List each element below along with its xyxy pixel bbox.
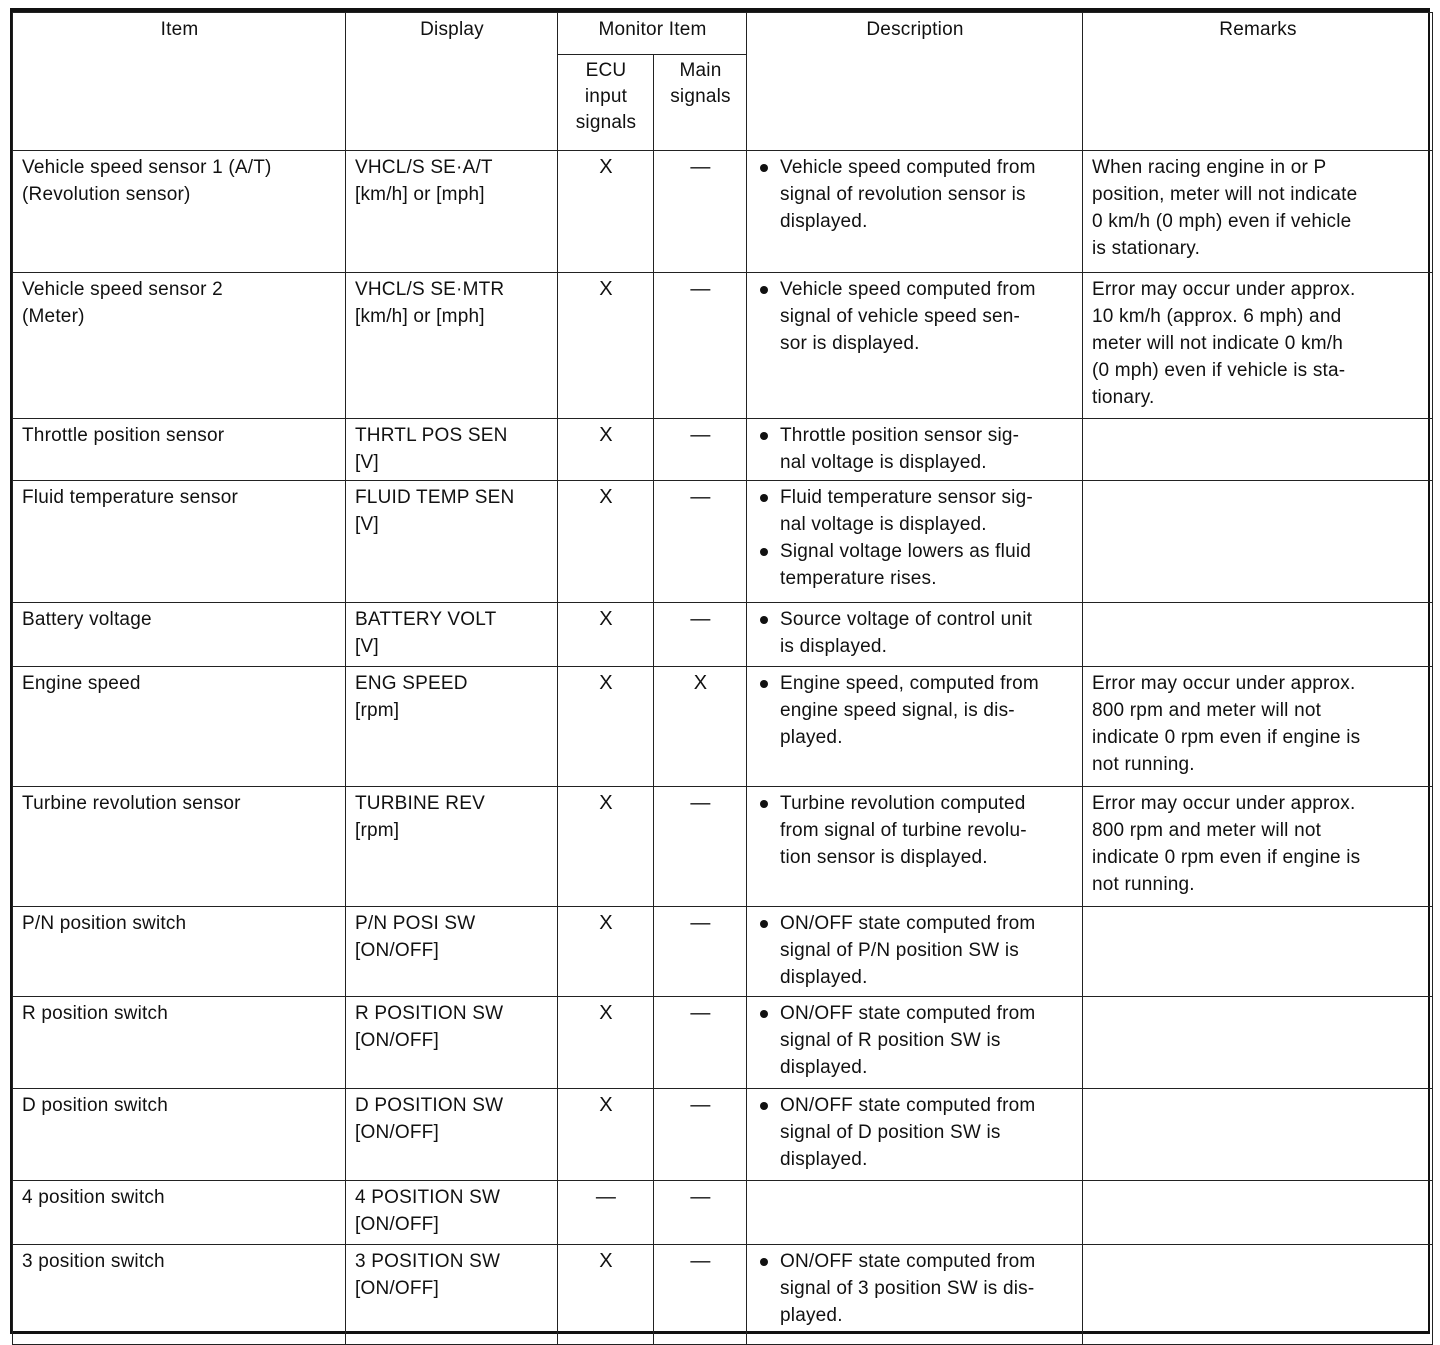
description-line: displayed. (780, 967, 868, 988)
description-line: Turbine revolution computed (780, 793, 1026, 814)
monitor-item-table-sheet (10, 8, 1430, 1334)
remarks-cell-line: Error may occur under approx. (1092, 279, 1356, 300)
ecu-input-signal-mark: X (558, 997, 654, 1089)
description-list (756, 1092, 1074, 1173)
description-bullet-item (756, 484, 1074, 538)
remarks-cell (1083, 907, 1433, 997)
table-row (13, 151, 1433, 273)
description-line: signal of 3 position SW is dis- (780, 1278, 1035, 1299)
description-line: displayed. (780, 211, 868, 232)
description-line: is displayed. (780, 636, 888, 657)
bullet-icon (760, 920, 768, 928)
bullet-icon (760, 432, 768, 440)
display-cell (346, 603, 558, 667)
bullet-icon (760, 1258, 768, 1266)
remarks-cell-line: 800 rpm and meter will not (1092, 700, 1322, 721)
item-cell (13, 1089, 346, 1181)
remarks-cell-line: 800 rpm and meter will not (1092, 820, 1322, 841)
table-row (13, 419, 1433, 481)
description-line: tion sensor is displayed. (780, 847, 988, 868)
remarks-cell-line: tionary. (1092, 387, 1155, 408)
table-body (13, 151, 1433, 1345)
remarks-cell (1083, 787, 1433, 907)
bullet-icon (760, 680, 768, 688)
header-remarks: Remarks (1083, 13, 1433, 151)
item-cell (13, 787, 346, 907)
display-cell (346, 1245, 558, 1345)
remarks-cell (1083, 997, 1433, 1089)
display-cell (346, 481, 558, 603)
description-bullet-item (756, 670, 1074, 751)
description-line: Vehicle speed computed from (780, 279, 1036, 300)
description-line: Throttle position sensor sig- (780, 425, 1020, 446)
main-signal-mark: — (654, 1089, 747, 1181)
display-cell-line: [ON/OFF] (355, 1214, 439, 1235)
display-cell-line: TURBINE REV (355, 793, 485, 814)
main-signal-mark: — (654, 787, 747, 907)
table-row (13, 481, 1433, 603)
remarks-cell (1083, 603, 1433, 667)
remarks-cell-line: Error may occur under approx. (1092, 673, 1356, 694)
display-cell-line: [km/h] or [mph] (355, 184, 485, 205)
display-cell-line: [rpm] (355, 700, 400, 721)
main-signal-mark: — (654, 419, 747, 481)
description-line: Vehicle speed computed from (780, 157, 1036, 178)
header-main-signals: Main signals (654, 55, 747, 151)
main-signal-mark: — (654, 1245, 747, 1345)
description-line: signal of vehicle speed sen- (780, 306, 1021, 327)
item-cell-line: (Meter) (22, 306, 85, 327)
description-list (756, 670, 1074, 751)
description-cell (747, 907, 1083, 997)
description-bullet-item (756, 1248, 1074, 1329)
table-row (13, 273, 1433, 419)
item-cell-line: R position switch (22, 1003, 168, 1024)
ecu-input-signal-mark: X (558, 419, 654, 481)
bullet-icon (760, 548, 768, 556)
description-line: signal of P/N position SW is (780, 940, 1019, 961)
description-line: signal of D position SW is (780, 1122, 1001, 1143)
description-list (756, 422, 1074, 476)
remarks-cell (1083, 1089, 1433, 1181)
display-cell-line: [ON/OFF] (355, 1278, 439, 1299)
description-list (756, 154, 1074, 235)
remarks-cell-line: 10 km/h (approx. 6 mph) and (1092, 306, 1342, 327)
bullet-icon (760, 1102, 768, 1110)
remarks-cell-line: not running. (1092, 874, 1195, 895)
item-cell-line: P/N position switch (22, 913, 187, 934)
display-cell (346, 1181, 558, 1245)
description-cell (747, 419, 1083, 481)
remarks-cell (1083, 419, 1433, 481)
description-list (756, 1248, 1074, 1329)
table-row (13, 787, 1433, 907)
display-cell-line: [km/h] or [mph] (355, 306, 485, 327)
remarks-cell-line: (0 mph) even if vehicle is sta- (1092, 360, 1346, 381)
item-cell-line: Engine speed (22, 673, 141, 694)
display-cell-line: [V] (355, 514, 379, 535)
bullet-icon (760, 286, 768, 294)
item-cell (13, 1245, 346, 1345)
description-list (756, 484, 1074, 592)
header-ecu-input-signals: ECU input signals (558, 55, 654, 151)
remarks-cell-line: not running. (1092, 754, 1195, 775)
remarks-cell (1083, 481, 1433, 603)
item-cell-line: Turbine revolution sensor (22, 793, 241, 814)
display-cell-line: 4 POSITION SW (355, 1187, 501, 1208)
header-description: Description (747, 13, 1083, 151)
description-line: ON/OFF state computed from (780, 1095, 1036, 1116)
display-cell-line: [V] (355, 452, 379, 473)
monitor-item-table (12, 12, 1433, 1345)
display-cell (346, 419, 558, 481)
description-bullet-item (756, 910, 1074, 991)
display-cell-line: VHCL/S SE·A/T (355, 157, 493, 178)
description-line: Fluid temperature sensor sig- (780, 487, 1033, 508)
main-signal-mark: — (654, 481, 747, 603)
description-cell (747, 273, 1083, 419)
description-bullet-item (756, 538, 1074, 592)
ecu-input-signal-mark: X (558, 603, 654, 667)
description-cell (747, 1245, 1083, 1345)
description-bullet-item (756, 276, 1074, 357)
description-cell (747, 667, 1083, 787)
ecu-input-signal-mark: — (558, 1181, 654, 1245)
remarks-cell-line: 0 km/h (0 mph) even if vehicle (1092, 211, 1352, 232)
description-cell (747, 603, 1083, 667)
main-signal-mark: — (654, 1181, 747, 1245)
display-cell (346, 151, 558, 273)
table-row (13, 907, 1433, 997)
ecu-input-signal-mark: X (558, 481, 654, 603)
description-bullet-item (756, 1092, 1074, 1173)
display-cell (346, 907, 558, 997)
item-cell-line: 4 position switch (22, 1187, 165, 1208)
main-signal-mark: X (654, 667, 747, 787)
display-cell-line: D POSITION SW (355, 1095, 504, 1116)
main-signal-mark: — (654, 151, 747, 273)
main-signal-mark: — (654, 603, 747, 667)
display-cell-line: 3 POSITION SW (355, 1251, 501, 1272)
table-row (13, 1245, 1433, 1345)
description-line: nal voltage is displayed. (780, 452, 987, 473)
description-line: from signal of turbine revolu- (780, 820, 1027, 841)
description-line: played. (780, 1305, 843, 1326)
description-line: displayed. (780, 1057, 868, 1078)
item-cell-line: 3 position switch (22, 1251, 165, 1272)
item-cell (13, 1181, 346, 1245)
item-cell (13, 667, 346, 787)
ecu-input-signal-mark: X (558, 787, 654, 907)
item-cell (13, 907, 346, 997)
description-cell (747, 787, 1083, 907)
remarks-cell-line: When racing engine in or P (1092, 157, 1327, 178)
description-list (756, 790, 1074, 871)
remarks-cell-line: is stationary. (1092, 238, 1201, 259)
description-line: nal voltage is displayed. (780, 514, 987, 535)
remarks-cell-line: indicate 0 rpm even if engine is (1092, 847, 1361, 868)
description-line: ON/OFF state computed from (780, 1003, 1036, 1024)
description-line: Source voltage of control unit (780, 609, 1033, 630)
description-line: Engine speed, computed from (780, 673, 1039, 694)
table-row (13, 667, 1433, 787)
remarks-cell (1083, 273, 1433, 419)
remarks-cell (1083, 151, 1433, 273)
description-line: sor is displayed. (780, 333, 920, 354)
display-cell-line: ENG SPEED (355, 673, 468, 694)
remarks-cell-line: indicate 0 rpm even if engine is (1092, 727, 1361, 748)
item-cell (13, 997, 346, 1089)
header-item: Item (13, 13, 346, 151)
description-line: temperature rises. (780, 568, 937, 589)
table-row (13, 1089, 1433, 1181)
ecu-input-signal-mark: X (558, 1245, 654, 1345)
display-cell-line: [rpm] (355, 820, 400, 841)
description-bullet-item (756, 1000, 1074, 1081)
remarks-cell-line: meter will not indicate 0 km/h (1092, 333, 1343, 354)
item-cell-line: Fluid temperature sensor (22, 487, 239, 508)
item-cell-line: (Revolution sensor) (22, 184, 191, 205)
item-cell (13, 151, 346, 273)
item-cell (13, 273, 346, 419)
main-signal-mark: — (654, 997, 747, 1089)
description-line: ON/OFF state computed from (780, 913, 1036, 934)
bullet-icon (760, 616, 768, 624)
description-line: signal of revolution sensor is (780, 184, 1026, 205)
bullet-icon (760, 164, 768, 172)
bullet-icon (760, 1010, 768, 1018)
remarks-cell (1083, 1245, 1433, 1345)
display-cell-line: [ON/OFF] (355, 940, 439, 961)
description-line: played. (780, 727, 843, 748)
table-row (13, 603, 1433, 667)
item-cell (13, 603, 346, 667)
item-cell (13, 419, 346, 481)
ecu-input-signal-mark: X (558, 151, 654, 273)
description-line: engine speed signal, is dis- (780, 700, 1015, 721)
description-bullet-item (756, 790, 1074, 871)
display-cell (346, 1089, 558, 1181)
table-row (13, 997, 1433, 1089)
display-cell-line: [ON/OFF] (355, 1122, 439, 1143)
main-signal-mark: — (654, 273, 747, 419)
description-cell (747, 1089, 1083, 1181)
display-cell-line: THRTL POS SEN (355, 425, 508, 446)
display-cell (346, 273, 558, 419)
description-bullet-item (756, 422, 1074, 476)
display-cell-line: VHCL/S SE·MTR (355, 279, 505, 300)
header-monitor-item: Monitor Item (558, 13, 747, 55)
display-cell-line: BATTERY VOLT (355, 609, 497, 630)
description-list (756, 606, 1074, 660)
display-cell-line: P/N POSI SW (355, 913, 476, 934)
description-bullet-item (756, 606, 1074, 660)
description-list (756, 276, 1074, 357)
remarks-cell (1083, 1181, 1433, 1245)
remarks-cell (1083, 667, 1433, 787)
description-list (756, 910, 1074, 991)
description-cell (747, 997, 1083, 1089)
display-cell (346, 997, 558, 1089)
display-cell-line: [V] (355, 636, 379, 657)
remarks-cell-line: Error may occur under approx. (1092, 793, 1356, 814)
item-cell-line: Vehicle speed sensor 1 (A/T) (22, 157, 272, 178)
item-cell-line: Battery voltage (22, 609, 152, 630)
item-cell-line: D position switch (22, 1095, 168, 1116)
ecu-input-signal-mark: X (558, 667, 654, 787)
item-cell-line: Vehicle speed sensor 2 (22, 279, 223, 300)
table-row (13, 1181, 1433, 1245)
bullet-icon (760, 494, 768, 502)
item-cell (13, 481, 346, 603)
description-line: ON/OFF state computed from (780, 1251, 1036, 1272)
ecu-input-signal-mark: X (558, 273, 654, 419)
ecu-input-signal-mark: X (558, 1089, 654, 1181)
main-signal-mark: — (654, 907, 747, 997)
description-cell (747, 151, 1083, 273)
display-cell-line: FLUID TEMP SEN (355, 487, 515, 508)
display-cell (346, 787, 558, 907)
description-line: displayed. (780, 1149, 868, 1170)
description-cell (747, 481, 1083, 603)
description-bullet-item (756, 154, 1074, 235)
description-line: signal of R position SW is (780, 1030, 1001, 1051)
remarks-cell-line: position, meter will not indicate (1092, 184, 1358, 205)
display-cell-line: R POSITION SW (355, 1003, 504, 1024)
display-cell (346, 667, 558, 787)
item-cell-line: Throttle position sensor (22, 425, 225, 446)
header-display: Display (346, 13, 558, 151)
description-list (756, 1000, 1074, 1081)
display-cell-line: [ON/OFF] (355, 1030, 439, 1051)
description-line: Signal voltage lowers as fluid (780, 541, 1032, 562)
ecu-input-signal-mark: X (558, 907, 654, 997)
description-cell (747, 1181, 1083, 1245)
bullet-icon (760, 800, 768, 808)
